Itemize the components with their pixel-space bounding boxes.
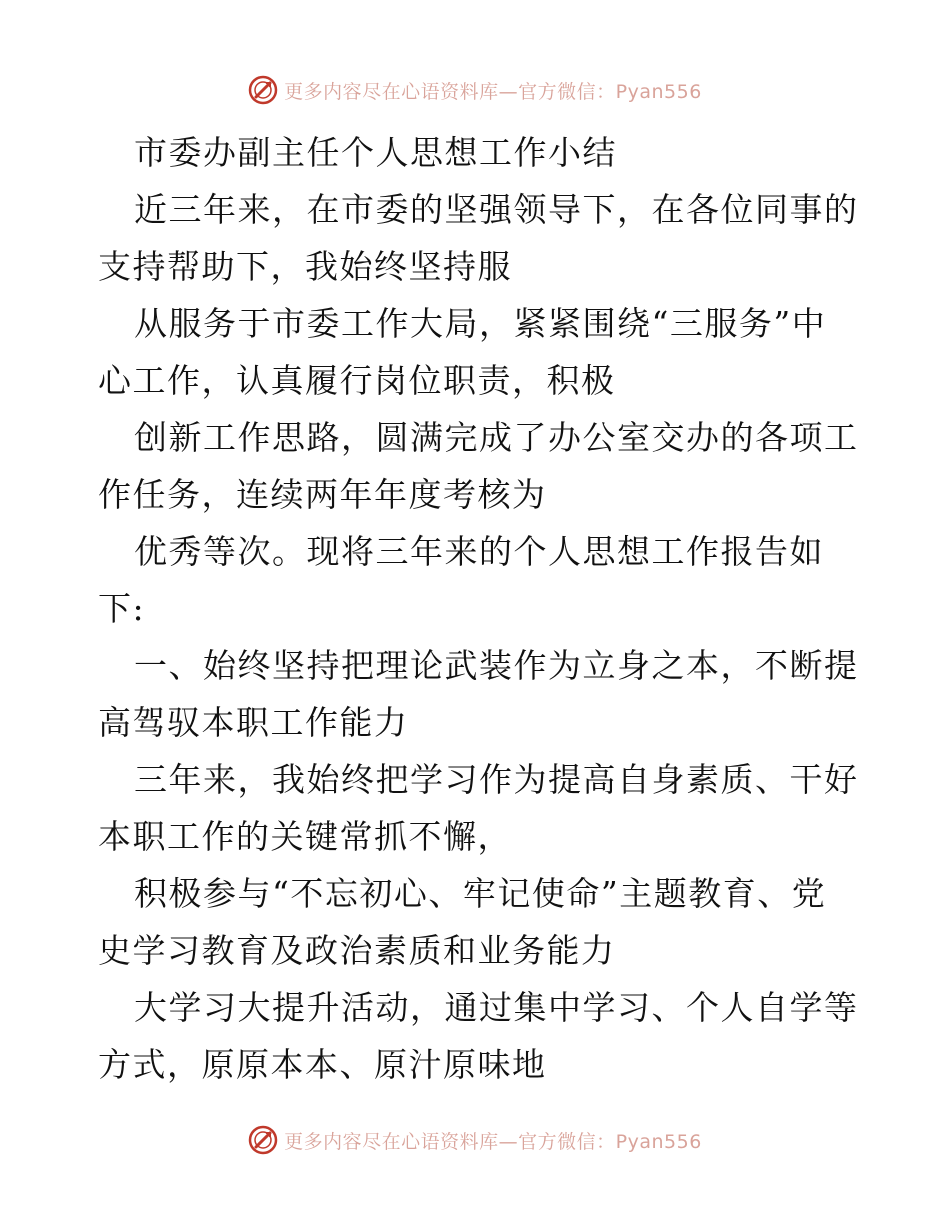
section-heading-cont: 高驾驭本职工作能力 xyxy=(98,703,409,742)
paragraph-line: 积极参与“不忘初心、牢记使命”主题教育、党 xyxy=(134,874,827,913)
seal-logo-icon xyxy=(248,1125,278,1155)
header-watermark xyxy=(0,70,950,110)
paragraph-line: 优秀等次。现将三年来的个人思想工作报告如 xyxy=(134,532,824,571)
footer-watermark xyxy=(0,1120,950,1160)
watermark-text: 更多内容尽在心语资料库—官方微信：Pyan556 xyxy=(284,1130,702,1153)
paragraph-line: 支持帮助下，我始终坚持服 xyxy=(98,247,512,286)
paragraph-line: 史学习教育及政治素质和业务能力 xyxy=(98,931,616,970)
section-heading: 一、始终坚持把理论武装作为立身之本，不断提 xyxy=(134,646,859,685)
paragraph-line: 本职工作的关键常抓不懈， xyxy=(98,817,512,856)
paragraph-line: 近三年来，在市委的坚强领导下，在各位同事的 xyxy=(134,190,859,229)
paragraph-line: 方式，原原本本、原汁原味地 xyxy=(98,1045,547,1084)
document-title: 市委办副主任个人思想工作小结 xyxy=(134,133,617,172)
paragraph-line: 三年来，我始终把学习作为提高自身素质、干好 xyxy=(134,760,859,799)
paragraph-line: 从服务于市委工作大局，紧紧围绕“三服务”中 xyxy=(134,304,827,343)
paragraph-line: 创新工作思路，圆满完成了办公室交办的各项工 xyxy=(134,418,859,457)
paragraph-line: 心工作，认真履行岗位职责，积极 xyxy=(98,361,616,400)
watermark-text: 更多内容尽在心语资料库—官方微信：Pyan556 xyxy=(284,80,702,103)
paragraph-line: 下: xyxy=(98,589,146,628)
paragraph-line: 大学习大提升活动，通过集中学习、个人自学等 xyxy=(134,988,859,1027)
paragraph-line: 作任务，连续两年年度考核为 xyxy=(98,475,547,514)
document-body xyxy=(98,124,858,1093)
seal-logo-icon xyxy=(248,75,278,105)
